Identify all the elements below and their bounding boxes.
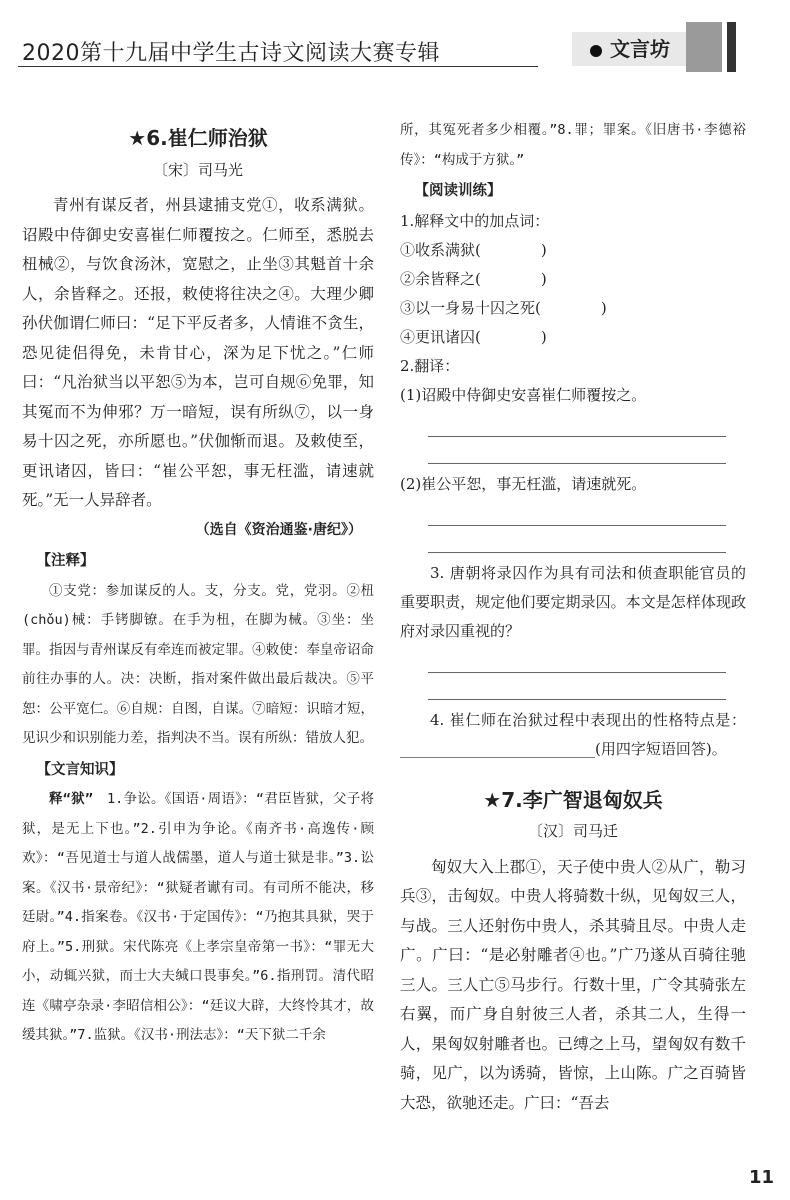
page-number: 11 — [748, 1167, 774, 1188]
article-7-body: 匈奴大入上郡①，天子使中贵人②从广，勒习兵③，击匈奴。中贵人将骑数十纵，见匈奴三人，与战。三人还射伤中贵人，杀其骑且尽。中贵人走广。广曰：“是必射雕者④也。”广乃遂从百骑往驰三人。三人亡⑤马步行。行数十里，广令其骑张左右翼，而广身自射彼三人者，杀其二人，生得一人，果匈奴射雕者也。已缚之上马，望匈奴有数千骑，见广，以为诱骑，皆惊，上山陈。广之百骑皆大恐，欲驰还走。广曰：“吾去 — [400, 857, 746, 1112]
header-title: 2020第十九届中学生古诗文阅读大赛专辑 — [22, 41, 440, 66]
header-rule — [18, 66, 538, 67]
article-6-title: ★6.崔仁师治狱 — [128, 126, 268, 150]
left-column — [22, 110, 374, 1051]
article-6-author: 〔宋〕司马光 — [152, 160, 243, 179]
answer-line[interactable] — [428, 677, 726, 700]
header-decoration — [686, 22, 722, 72]
answer-line[interactable] — [428, 441, 726, 464]
q1-item: ①收系满狱( ) — [400, 240, 547, 259]
page-header — [0, 0, 790, 88]
knowledge-lead: 释“狱” — [49, 791, 94, 807]
article-6-source: （选自《资治通鉴·唐纪》） — [195, 521, 362, 538]
knowledge-continued: 所，其冤死者多少相覆。”8.罪；罪案。《旧唐书·李德裕传》：“构成于方狱。” — [400, 122, 746, 168]
knowledge-heading: 【文言知识】 — [36, 761, 124, 778]
notes-text: ①支党：参加谋反的人。支，分支。党，党羽。②杻(chǒu)械：手铐脚镣。在手为杻，在脚为械。③坐：坐罪。指因与青州谋反有牵连而被定罪。④敕使：奉皇帝诏命前往办事的人。决：决断，指对案件做出最后裁决。⑤平恕：公平宽仁。⑥自规：自图，自谋。⑦暗短：识暗才短，见识少和识别能力差，指判决不当。误有所纵：错放人犯。 — [22, 582, 374, 746]
knowledge-text — [22, 785, 374, 1051]
answer-line[interactable] — [428, 503, 726, 526]
question-2: 2.翻译： — [400, 356, 460, 375]
question-2b: (2)崔公平恕，事无枉滥，请速就死。 — [400, 474, 647, 493]
notes-heading: 【注释】 — [36, 553, 95, 569]
q1-item: ③以一身易十囚之死( ) — [400, 298, 607, 317]
right-column — [400, 116, 746, 1118]
bullet-icon — [590, 45, 602, 57]
exercise-heading: 【阅读训练】 — [414, 183, 502, 199]
answer-line[interactable] — [428, 530, 726, 553]
section-badge-label: 文言坊 — [610, 37, 670, 61]
q1-item: ④更讯诸囚( ) — [400, 327, 547, 346]
answer-line[interactable] — [428, 650, 726, 673]
question-1: 1.解释文中的加点词： — [400, 211, 550, 230]
question-2a: (1)诏殿中侍御史安喜崔仁师覆按之。 — [400, 385, 647, 404]
q1-item: ②余皆释之( ) — [400, 269, 547, 288]
question-3: 3. 唐朝将录囚作为具有司法和侦查职能官员的重要职责，规定他们要定期录囚。本文是怎样体现政府对录囚重视的？ — [400, 563, 746, 640]
article-7-author: 〔汉〕司马迁 — [527, 822, 618, 840]
answer-line[interactable] — [428, 414, 726, 437]
question-4: 4. 崔仁师在治狱过程中表现出的性格特点是：__________________________(用四字短语回答)。 — [400, 710, 746, 758]
article-6-body: 青州有谋反者，州县逮捕支党①，收系满狱。诏殿中侍御史安喜崔仁师覆按之。仁师至，悉脱去杻械②，与饮食汤沐，宽慰之，止坐③其魁首十余人，余皆释之。还报，敕使将往决之④。大理少卿孙伏伽谓仁师曰：“足下平反者多，人情谁不贪生，恐见徒侣得免，未肯甘心，深为足下忧之。”仁师曰：“凡治狱当以平恕⑤为本，岂可自规⑥免罪，知其冤而不为伸邪？万一暗短，误有所纵⑦，以一身易十囚之死，亦所愿也。”伏伽惭而退。及敕使至，更讯诸囚，皆曰：“崔公平恕，事无枉滥，请速就死。”无一人异辞者。 — [22, 196, 374, 509]
article-7-title: ★7.李广智退匈奴兵 — [483, 787, 663, 812]
header-bar — [727, 22, 736, 72]
knowledge-body: 1.争讼。《国语·周语》：“君臣皆狱，父子将狱，是无上下也。”2.引申为争论。《南齐书·高逸传·顾欢》：“吾见道士与道人战儒墨，道人与道士狱是非。”3.讼案。《汉书·景帝纪》：“狱疑者谳有司。有司所不能决，移廷尉。”4.指案卷。《汉书·于定国传》：“乃抱其具狱，哭于府上。”5.刑狱。宋代陈亮《上孝宗皇帝第一书》：“罪无大小，动辄兴狱，而士大夫缄口畏事矣。”6.指刑罚。清代昭连《啸亭杂录·李昭信相公》：“廷议大辟，大终怜其才，故缓其狱。”7.监狱。《汉书·刑法志》：“天下狱二千余 — [22, 791, 375, 1043]
